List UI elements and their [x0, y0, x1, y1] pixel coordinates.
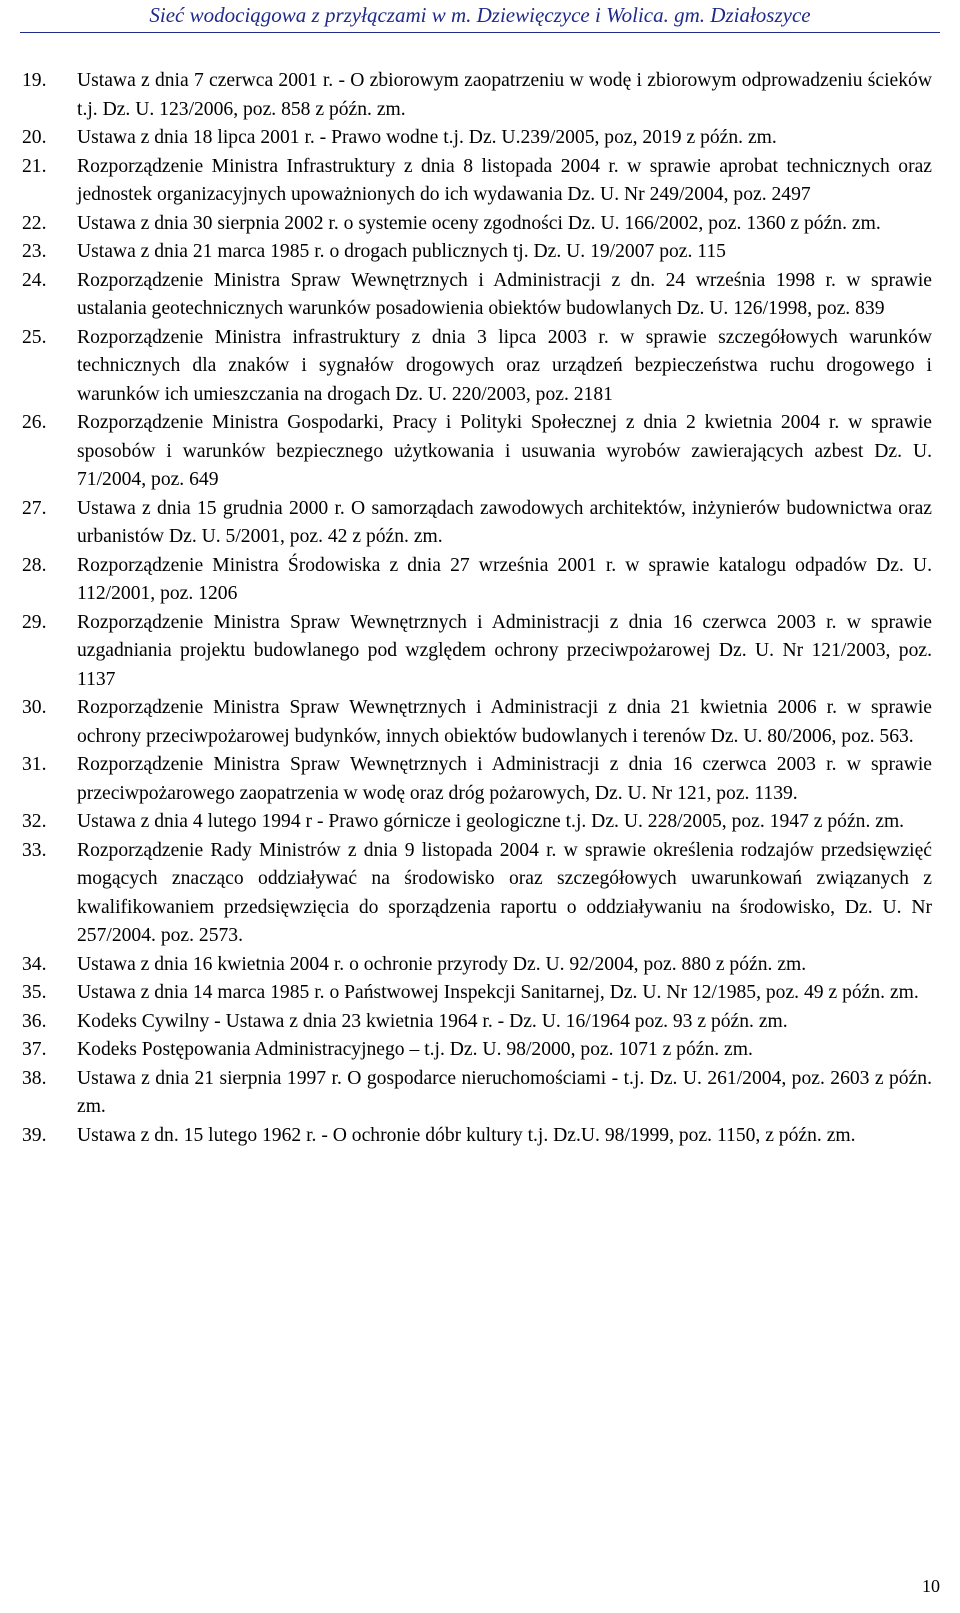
- list-item: [22, 808, 932, 837]
- item-text: Rozporządzenie Ministra infrastruktury z dnia 3 lipca 2003 r. w sprawie szczegółowych warunków technicznych dla znaków i sygnałów drogowych oraz urządzeń bezpieczeństwa ruchu drogowego i warunków ich umieszczania na drogach Dz. U. 220/2003, poz. 2181: [77, 326, 932, 405]
- list-item: [22, 751, 932, 808]
- item-number: 29.: [22, 611, 47, 633]
- list-item: [22, 267, 932, 324]
- item-text: Ustawa z dnia 30 sierpnia 2002 r. o systemie oceny zgodności Dz. U. 166/2002, poz. 1360 z późn. zm.: [77, 212, 881, 234]
- item-text: Rozporządzenie Ministra Spraw Wewnętrznych i Administracji z dnia 21 kwietnia 2006 r. w sprawie ochrony przeciwpożarowej budynków, innych obiektów budowlanych i terenów Dz. U. 80/2006, poz. 563.: [77, 697, 932, 747]
- list-item: [22, 979, 932, 1008]
- item-text: Ustawa z dnia 16 kwietnia 2004 r. o ochronie przyrody Dz. U. 92/2004, poz. 880 z późn. zm.: [77, 953, 807, 975]
- header-divider: [20, 32, 940, 33]
- item-text: Rozporządzenie Rady Ministrów z dnia 9 listopada 2004 r. w sprawie określenia rodzajów przedsięwzięć mogących znacząco oddziaływać na środowisko oraz szczegółowych uwarunkowań związanych z kwalifikowaniem przedsięwzięcia do sporządzenia raportu o oddziaływaniu na środowisko, Dz. U. Nr 257/2004. poz. 2573.: [77, 839, 932, 946]
- list-item: [22, 324, 932, 410]
- item-text: Rozporządzenie Ministra Infrastruktury z dnia 8 listopada 2004 r. w sprawie aprobat technicznych oraz jednostek organizacyjnych upoważnionych do ich wydawania Dz. U. Nr 249/2004, poz. 2497: [77, 155, 932, 205]
- list-item: [22, 67, 932, 124]
- item-text: Ustawa z dnia 21 marca 1985 r. o drogach publicznych tj. Dz. U. 19/2007 poz. 115: [77, 241, 726, 262]
- list-item: [22, 1122, 932, 1151]
- legal-references-list: [22, 67, 932, 1150]
- list-item: [22, 238, 932, 267]
- item-text: Ustawa z dnia 15 grudnia 2000 r. O samorządach zawodowych architektów, inżynierów budownictwa oraz urbanistów Dz. U. 5/2001, poz. 42 z późn. zm.: [77, 497, 932, 547]
- list-item: [22, 694, 932, 751]
- item-text: Ustawa z dnia 4 lutego 1994 r - Prawo górnicze i geologiczne t.j. Dz. U. 228/2005, poz. 1947 z późn. zm.: [77, 811, 905, 832]
- item-number: 36.: [22, 1010, 47, 1032]
- item-number: 25.: [22, 326, 47, 348]
- item-number: 26.: [22, 412, 47, 433]
- item-number: 20.: [22, 127, 47, 148]
- list-item: [22, 210, 932, 239]
- item-number: 30.: [22, 697, 47, 718]
- list-item: [22, 951, 932, 980]
- item-number: 38.: [22, 1067, 47, 1089]
- list-item: [22, 409, 932, 495]
- item-number: 32.: [22, 811, 47, 832]
- item-number: 22.: [22, 212, 47, 234]
- item-number: 39.: [22, 1124, 47, 1146]
- list-item: [22, 837, 932, 951]
- list-item: [22, 1036, 932, 1065]
- item-number: 34.: [22, 953, 47, 975]
- item-text: Rozporządzenie Ministra Spraw Wewnętrznych i Administracji z dnia 16 czerwca 2003 r. w sprawie przeciwpożarowego zaopatrzenia w wodę oraz dróg pożarowych, Dz. U. Nr 121, poz. 1139.: [77, 754, 932, 804]
- list-item: [22, 124, 932, 153]
- list-item: [22, 609, 932, 695]
- item-text: Ustawa z dnia 18 lipca 2001 r. - Prawo wodne t.j. Dz. U.239/2005, poz, 2019 z późn. zm.: [77, 127, 777, 148]
- list-item: [22, 153, 932, 210]
- item-text: Ustawa z dnia 14 marca 1985 r. o Państwowej Inspekcji Sanitarnej, Dz. U. Nr 12/1985, poz. 49 z późn. zm.: [77, 982, 919, 1003]
- list-item: [22, 1065, 932, 1122]
- item-number: 19.: [22, 70, 47, 91]
- list-item: [22, 552, 932, 609]
- list-item: [22, 1008, 932, 1037]
- item-text: Rozporządzenie Ministra Środowiska z dnia 27 września 2001 r. w sprawie katalogu odpadów Dz. U. 112/2001, poz. 1206: [77, 554, 932, 604]
- item-number: 35.: [22, 982, 47, 1003]
- item-number: 37.: [22, 1039, 47, 1060]
- item-number: 31.: [22, 754, 47, 775]
- item-text: Rozporządzenie Ministra Gospodarki, Pracy i Polityki Społecznej z dnia 2 kwietnia 2004 r. w sprawie sposobów i warunków bezpiecznego użytkowania i usuwania wyrobów zawierających azbest Dz. U. 71/2004, poz. 649: [77, 412, 932, 490]
- item-text: Ustawa z dn. 15 lutego 1962 r. - O ochronie dóbr kultury t.j. Dz.U. 98/1999, poz. 1150, z późn. zm.: [77, 1124, 856, 1146]
- page-number: 10: [922, 1576, 940, 1596]
- item-text: Rozporządzenie Ministra Spraw Wewnętrznych i Administracji z dnia 16 czerwca 2003 r. w sprawie uzgadniania projektu budowlanego pod względem ochrony przeciwpożarowej Dz. U. Nr 121/2003, poz. 1137: [77, 611, 932, 690]
- item-number: 33.: [22, 839, 47, 861]
- item-number: 21.: [22, 155, 47, 177]
- list-item: [22, 495, 932, 552]
- item-text: Rozporządzenie Ministra Spraw Wewnętrznych i Administracji z dn. 24 września 1998 r. w sprawie ustalania geotechnicznych warunków posadowienia obiektów budowlanych Dz. U. 126/1998, poz. 839: [77, 269, 932, 319]
- item-number: 24.: [22, 269, 47, 291]
- item-text: Kodeks Cywilny - Ustawa z dnia 23 kwietnia 1964 r. - Dz. U. 16/1964 poz. 93 z późn. zm.: [77, 1010, 788, 1032]
- item-number: 27.: [22, 497, 47, 519]
- item-text: Ustawa z dnia 7 czerwca 2001 r. - O zbiorowym zaopatrzeniu w wodę i zbiorowym odprowadzeniu ścieków t.j. Dz. U. 123/2006, poz. 858 z późn. zm.: [77, 70, 932, 120]
- item-number: 28.: [22, 554, 47, 576]
- page-header-title: Sieć wodociągowa z przyłączami w m. Dziewięczyce i Wolica. gm. Działoszyce: [149, 3, 811, 27]
- item-number: 23.: [22, 241, 47, 262]
- item-text: Kodeks Postępowania Administracyjnego – t.j. Dz. U. 98/2000, poz. 1071 z późn. zm.: [77, 1039, 753, 1060]
- item-text: Ustawa z dnia 21 sierpnia 1997 r. O gospodarce nieruchomościami - t.j. Dz. U. 261/2004, poz. 2603 z późn. zm.: [77, 1067, 932, 1117]
